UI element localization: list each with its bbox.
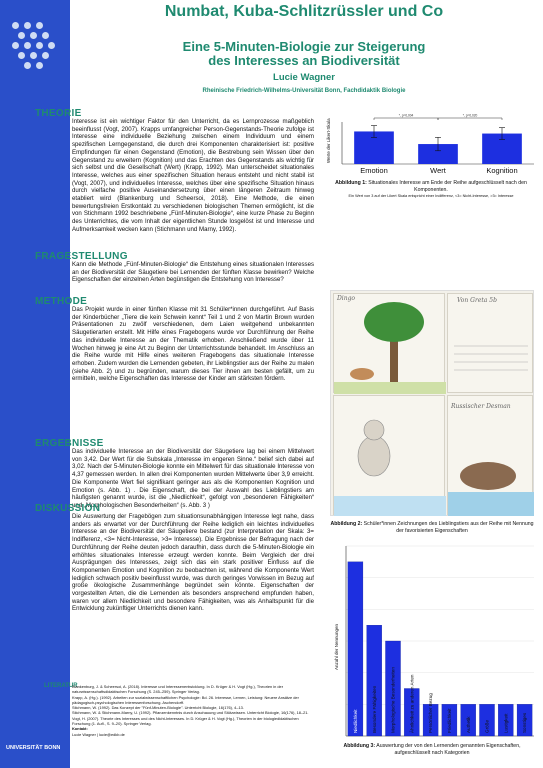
logo-dot (48, 42, 55, 49)
fig3-x-tick-label: Ähnlichkeit zu anderen Arten (409, 674, 415, 733)
text-theorie: Interesse ist ein wichtiger Faktor für den Unterricht, da es Lernprozesse maßgeblich beeinflusst (Vogt, 2007). Krapps umfangreicher Person-Gegenstands-Theorie zufolge ist Interesse eine individuelle Beziehung zwischen einem Individuum und einem spezifischen Lerngegenstand, die durch drei Komponenten charakterisiert ist: positive Empfindungen für einen Gegenstand (Emotion), die Bestrebung sein Wissen über den Gegenstand zu erweitern (Kognition) und das Erachten des Gegenstands als wichtig für sich selbst und die Gesellschaft (Wert) (Krapp, 1992). Man unterscheidet situationales Interesse, welches aus einer spezifischen Situation heraus entsteht und nicht stabil ist (Vogt, 2007), und individuelles Interesse, welches über eine spezifische Situation hinaus durch vielfache positive Auseinandersetzung über einen längeren Zeitraum hinweg etabliert wird (Blankenburg und Scheersoi, 2018). Eine Methode, die einen bewertungsfreien Erstkontakt zu verschiedenen biologischen Themen ermöglicht, ist die von Stichmann 1992 beschriebene „Fünf-Minuten-Biologie“, eine kurze Phase zu Beginn des Unterrichtes, die vom Inhalt der eigentlichen Stunde losgelöst ist und Interesse und Aufmerksamkeit wecken kann (Stichmann und Marny, 1992). (72, 118, 314, 233)
heading-diskussion: DISKUSSION (35, 503, 101, 514)
literatur-item: Stichmann, W. & Stichmann-Marny, U. (1992). Pflanzenkenntnis durch Anschauung und Stützwissen. Unterricht Biologie, 16(176), 18–21. (72, 710, 309, 716)
logo-dot (18, 32, 25, 39)
fig3-caption-text: Auswertung der von den Lernenden genannten Eigenschaften, aufgeschlüsselt nach Kategorien (375, 743, 521, 756)
drawing-label-desman: Russischer Desman (451, 403, 511, 410)
fig1-x-tick-label: Emotion (360, 166, 388, 175)
logo-dot (12, 42, 19, 49)
literatur-item: Krapp, A. (Hg.). (1992). Arbeiten zur sozialwissenschaftlichen Psychologie: Bd. 26. Interesse, Lernen, Leistung: Neuere Ansätze der pädagogisch-psychologischen Interessenforschung. Aschendorff. (72, 694, 299, 705)
poster-title: Numbat, Kuba-Schlitzrüssler und Co (164, 3, 444, 20)
logo-dot (30, 32, 37, 39)
literatur-item: Blankenburg, J. & Scheersoi, A. (2018). Interesse und Interessenentwicklung. In D. Krüger & H. Vogt (Hg.), Theorien in der naturwissenschaftsdidaktischen Forschung (S. 245–259). Springer Verlag. (72, 684, 283, 695)
fig3-y-label: Anzahl der Nennungen (334, 623, 339, 670)
logo-dot (36, 62, 43, 69)
fig1-caption-text: Situationales Interesse am Ende der Reihe aufgeschlüsselt nach den Komponenten. (366, 180, 527, 193)
fig1-caption (326, 180, 536, 193)
fig1-x-tick-label: Kognition (486, 166, 518, 175)
drawing-label-author: Von Greta 5b (457, 297, 497, 304)
drawing-dingo (333, 293, 445, 393)
fig3-x-tick-label: Lustigkeit (503, 713, 509, 733)
fig3-x-tick-label: Authetik (465, 716, 471, 733)
logo-dot (30, 52, 37, 59)
animal-drawing-icon (448, 396, 534, 516)
poster-subtitle-line2: des Interesses an Biodiversität (208, 53, 400, 68)
poster-subtitle-line1: Eine 5-Minuten-Biologie zur Steigerung (182, 39, 426, 54)
fig1-annotation: *, p=0,020 (462, 113, 478, 118)
text-fragestellung: Kann die Methode „Fünf-Minuten-Biologie“ die Entstehung eines situationalen Interesses an der Biodiversität der Säugetiere bei Lernenden der fünften Klasse bewirken? Welche Eigenschaften der einzelnen Arten begünstigen die Entstehung von Interesse? (72, 261, 314, 284)
drawing-text-note (447, 293, 533, 393)
fig1-significance-bracket (438, 118, 502, 120)
literatur-item: Vogt, H. (2007). Theorie des Interesses und des Nicht-Interesses. In D. Krüger & H. Vogt (Hg.), Theorien in der biologiedidaktischen Forschung (1. Aufl., S. 9–20). Springer Verlag. (72, 715, 299, 727)
logo-dot (42, 32, 49, 39)
fig3-x-tick-label: Besondere Fähigkeiten (371, 685, 377, 733)
fig3-x-tick-label: Friedlichkeit (447, 708, 452, 733)
fig3-x-tick-label: Sonstiges (522, 712, 528, 733)
heading-fragestellung: FRAGESTELLUNG (35, 251, 128, 262)
student-drawings (330, 290, 534, 516)
literatur-list (72, 684, 316, 737)
handwriting-lines-icon (448, 294, 534, 394)
poster-subtitle (72, 40, 536, 68)
logo-dot (24, 42, 31, 49)
fig2-caption-label: Abbildung 2: (330, 521, 363, 527)
logo-dot (24, 22, 31, 29)
fig1-caption-label: Abbildung 1: (335, 180, 367, 186)
fig2-caption (330, 521, 534, 534)
text-methode: Das Projekt wurde in einer fünften Klasse mit 31 Schüler*innen durchgeführt. Auf Basis der Kinderbücher „Tiere die kein Schwein kennt“ Teil 1 und 2 von Martin Brown wurden Präsentationen zu zwölf verschiedenen, dem Laien weitgehend unbekannten Säugetierarten erstellt. Mit Hilfe eines Fragebogens wurde vor Durchführung der Reihe das individuelle Interesse an der Thematik erhoben. Anschließend wurde über 11 Wochen hinweg je eine Art zu Beginn der Unterrichtsstunde behandelt. Im Anschluss an die Reihe wurde mit Hilfe eines weiteren Fragebogens das situationale Interesse erhoben. Zudem wurden die Lernenden gebeten, ihr Lieblingstier aus der Reihe zu malen (siehe Abb. 2) und zu begründen, warum dieses Tier ihnen am besten gefällt, um zu ermitteln, welche Eigenschaften das Interesse der Kinder am stärksten fördern. (72, 306, 314, 383)
university-logo: UNIVERSITÄT BONN (6, 745, 61, 751)
heading-methode: METHODE (35, 296, 88, 307)
literatur-item: Stichmann, W. (1992). Das Konzept der "Fünf-Minuten-Biologie". Unterricht Biologie, 16(176), 4–13. (72, 705, 244, 711)
fig3-caption-label: Abbildung 3: (343, 743, 376, 749)
logo-dot (18, 52, 25, 59)
logo-dot (12, 22, 19, 29)
heading-literatur: LITERATUR (44, 683, 78, 689)
drawing-desman (333, 395, 445, 515)
heading-ergebnisse: ERGEBNISSE (35, 438, 104, 449)
fig3-caption (330, 743, 534, 756)
literatur-contact: Lucie Wagner | lucie@edkb.de (72, 731, 125, 737)
fig1-y-label: Werte der Likert-Skala (326, 118, 331, 163)
logo-dot (36, 42, 43, 49)
literatur-contact-label: Kontakt: (72, 726, 88, 732)
drawing-label-dingo: Dingo (337, 295, 356, 302)
tree-drawing-icon (334, 294, 446, 394)
fig3-x-tick-label: Größe (484, 719, 490, 733)
logo-dot (24, 62, 31, 69)
fig1-significance-bracket (374, 118, 438, 120)
fig1-annotation: *, p=0,004 (398, 113, 414, 118)
fig3-x-tick-label: Niedlichkeit (353, 709, 358, 733)
logo-dot (42, 52, 49, 59)
mouse-drawing-icon (334, 396, 446, 516)
fig3-x-tick-label: Persönlicher Bezug (428, 693, 434, 733)
text-ergebnisse: Das individuelle Interesse an der Biodiversität der Säugetiere lag bei einem Mittelwert von 3,42. Der Wert für die Subskala „Interesse im engeren Sinne.“ belief sich dabei auf 3,02. Nach der 5-Minuten-Biologie konnte ein Mittelwert für das situationale Interesse von 4,37 gemessen werden. In allen drei Komponenten wurden Mittelwerte über 3,9 erreicht. Die Komponente Wert fiel signifikant geringer aus als die Komponenten Kognition und Emotion (s. Abb. 1) . Die Eigenschaft, die bei der Auswahl des Lieblingstiers am häufigsten genannt wurde, ist die „Niedlichkeit“, gefolgt von „besonderen Fähigkeiten“ und „Morphologischen Besonderheiten“ (s. Abb. 3 ) (72, 448, 314, 509)
logo-dots-icon (12, 22, 56, 76)
affiliation: Rheinische Friedrich-Wilhelms-Universität Bonn, Fachdidaktik Biologie (202, 88, 406, 94)
fig3-x-tick-label: Morphologische Besonderheiten (390, 667, 396, 733)
chart-favorite-properties (328, 540, 538, 740)
fig1-x-tick-label: Wert (430, 166, 446, 175)
fig1-note: Ein Wert von 3 auf der Likert Skala entspricht einer Indifferenz, <3= Nicht-Interesse, >3= Interesse (348, 194, 514, 198)
drawing-desman-2 (447, 395, 533, 515)
heading-theorie: THEORIE (35, 108, 82, 119)
author: Lucie Wagner (273, 72, 335, 83)
fig2-caption-text: Schüler*innen Zeichnungen des Lieblingstiers aus der Reihe mit Nennung der favorisierten Eigenschaften (362, 521, 534, 534)
text-diskussion: Die Auswertung der Fragebögen zum situationsunabhängigen Interesse legt nahe, dass anders als erwartet vor der Durchführung der Reihe lediglich ein leichtes individuelles Interesse an der Biodiversität der Säugetiere bestand (zur Interpretation der Skala: 3= Indifferenz, <3= Nicht-Interesse, >3= Interesse). Die Ergebnisse der Befragung nach der Durchführung der Reihe deuten jedoch daraufhin, dass durch die 5-Minuten-Biologie ein erhöhtes situationales Interesse erzeugt werden konnte. Beim Vergleich der drei Ausprägungen des Interesses, zeigt sich das ein stark positiver Einfluss auf die Komponenten Emotion und Kognition zu beobachten ist, während die Komponente Wert lediglich schwach positiv beeinflusst wurde, was durch geringes Vorwissen im Bezug auf große ökologische Zusammenhänge begründet sein könnte. Eigenschaften der vorgestellten Arten, die die Lernenden als besonders ansprechend empfunden haben, waren vor allem Niedlichkeit und besondere Fähigkeiten, was als Anhaltspunkt für die Entwicklung zukünftiger Unterrichts dienen kann. (72, 513, 314, 613)
logo-dot (36, 22, 43, 29)
